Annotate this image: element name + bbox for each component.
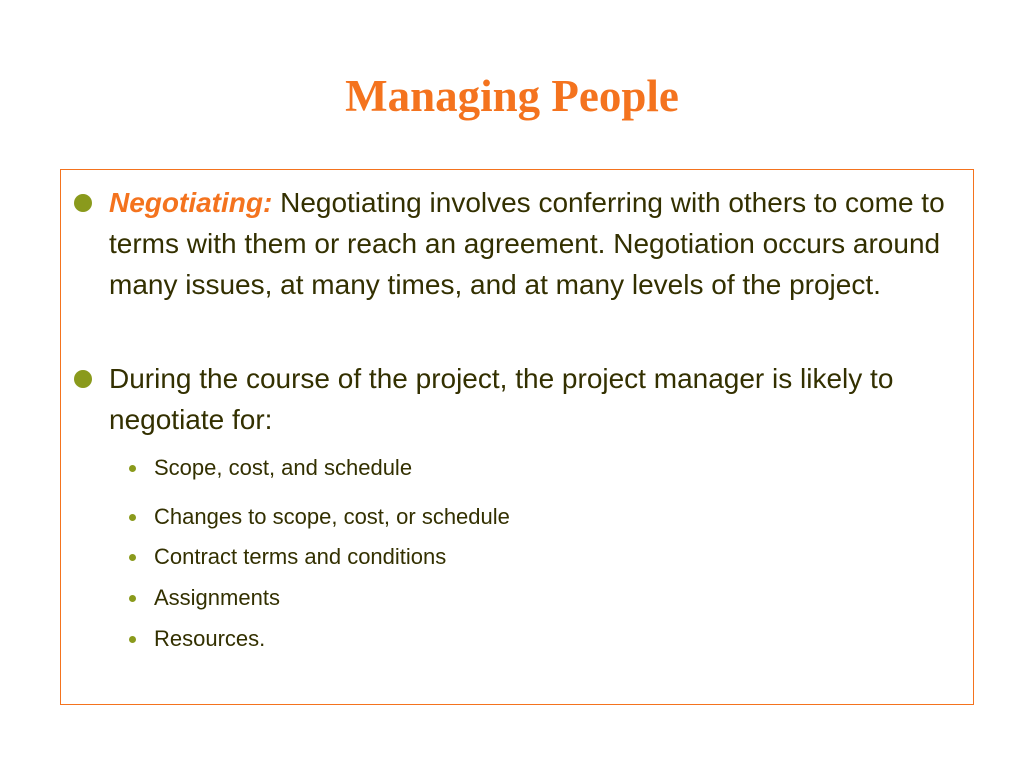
bullet-dot-icon [74,194,92,212]
sub-bullet-text: Resources. [154,626,266,651]
sub-bullet-text: Assignments [154,585,280,610]
slide-title: Managing People [345,71,679,121]
sub-bullet-text: Contract terms and conditions [154,544,447,569]
bullet-text [109,182,959,305]
term-description: Negotiating involves conferring with others to come to terms with them or reach an agreement. Negotiation occurs around many issues, at many times, and at many levels of the project. [109,187,945,300]
sub-bullet-text: Scope, cost, and schedule [154,455,413,480]
bullet-dot-icon [74,370,92,388]
sub-bullet-dot-icon [129,465,136,472]
term-label: Negotiating: [109,187,273,218]
bullet-text: During the course of the project, the project manager is likely to negotiate for: [109,363,894,435]
sub-bullet-text: Changes to scope, cost, or schedule [154,504,510,529]
sub-bullet-dot-icon [129,554,136,561]
sub-bullet-dot-icon [129,595,136,602]
sub-bullet-dot-icon [129,514,136,521]
content-box [60,169,974,705]
sub-bullet-dot-icon [129,636,136,643]
